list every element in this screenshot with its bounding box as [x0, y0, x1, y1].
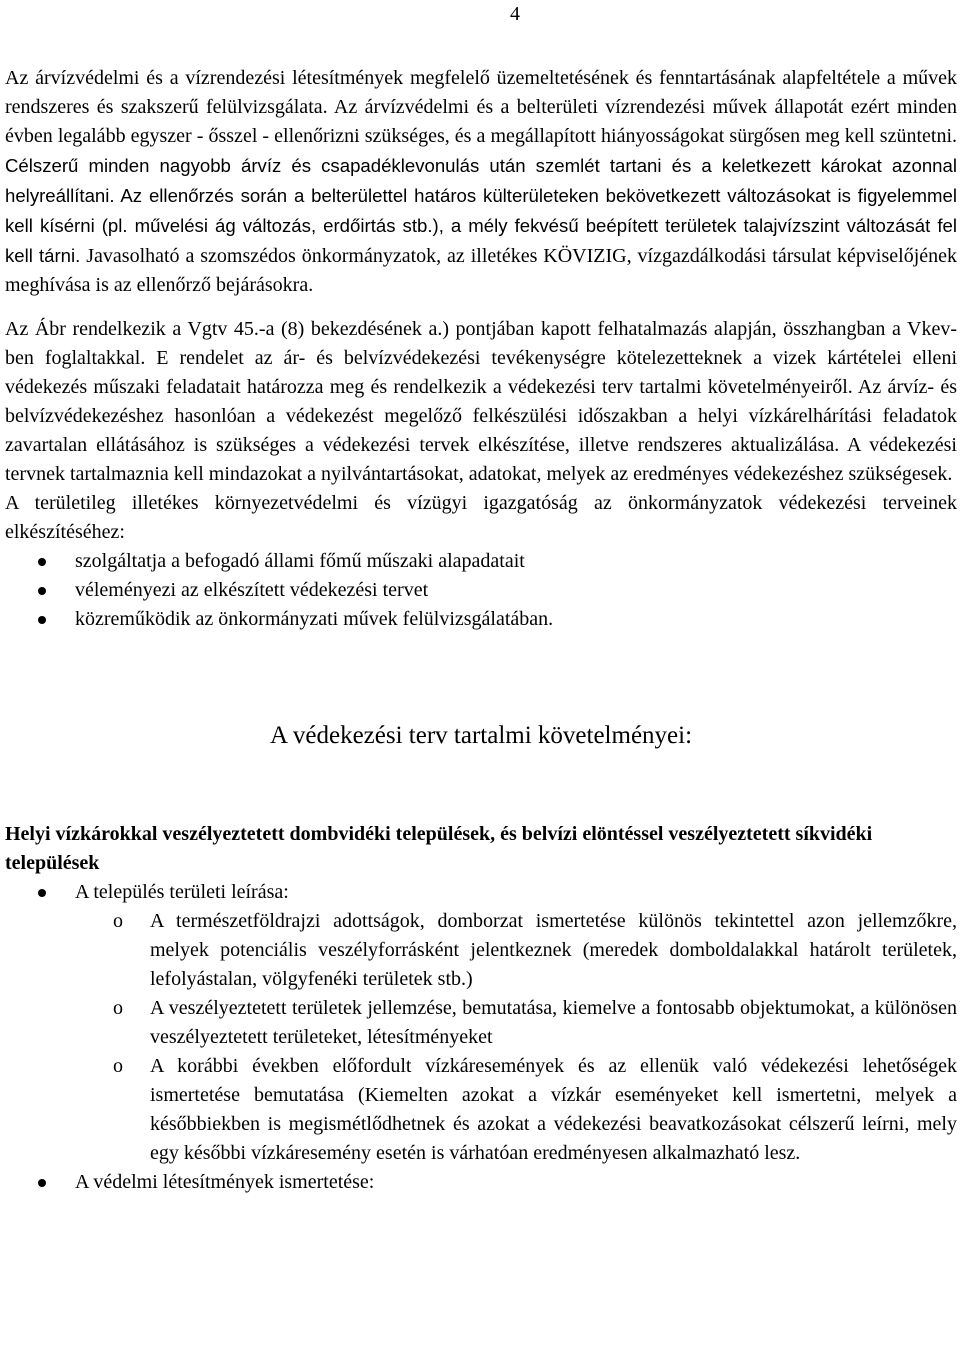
circle-marker-icon: o	[113, 910, 123, 932]
list-item: szolgáltatja a befogadó állami főmű műszaki alapadatait	[5, 547, 957, 576]
paragraph-maintenance-serif-end: Javasolható a szomszédos önkormányzatok, az illetékes KÖVIZIG, vízgazdálkodási társulat képviselőjének meghívása is az ellenőrző bejárásokra.	[5, 245, 958, 296]
list-item: közreműködik az önkormányzati művek felülvizsgálatában.	[5, 605, 957, 634]
bullet-icon	[38, 587, 46, 595]
circle-marker-icon: o	[113, 1055, 123, 1077]
bullet-icon	[38, 1179, 46, 1187]
settlement-sub-list	[5, 907, 957, 1168]
document-body	[5, 64, 957, 1197]
list-item: A védelmi létesítmények ismertetése:	[5, 1168, 957, 1197]
paragraph-directorate: A területileg illetékes környezetvédelmi és vízügyi igazgatóság az önkormányzatok védekezési terveinek elkészítéséhez:	[5, 492, 957, 543]
paragraph-maintenance-sans: Célszerű minden nagyobb árvíz és csapadéklevonulás után szemlét tartani és a keletkezett károkat azonnal helyreállítani. Az ellenőrzés során a belterülettel határos külterületeken bekövetkezett változásokat is figyelemmel kell kísérni (pl. művelési ág változás, erdőirtás stb.), a mély fekvésű beépített területek talajvízszint változását fel kell tárni.	[5, 155, 957, 266]
paragraph-legal-basis: Az Ábr rendelkezik a Vgtv 45.-a (8) bekezdésének a.) pontjában kapott felhatalmazás alapján, összhangban a Vkev-ben foglaltakkal. E rendelet az ár- és belvízvédekezési tevékenységre kötelezetteknek a vizek kártételei elleni védekezés műszaki feladatait határozza meg és rendelkezik a védekezési terv tartalmi követelményeiről. Az árvíz- és belvízvédekezéshez hasonlóan a védekezést megelőző felkészülési időszakban a helyi vízkárelhárítási feladatok zavartalan ellátásához is szükséges a védekezési tervek elkészítése, illetve rendszeres aktualizálása. A védekezési tervnek tartalmaznia kell mindazokat a nyilvántartásokat, adatokat, melyek az eredményes védekezéshez szükségesek.	[5, 318, 957, 485]
list-item: véleményezi az elkészített védekezési tervet	[5, 576, 957, 605]
settlement-list	[5, 878, 957, 907]
facilities-list	[5, 1168, 957, 1197]
bullet-icon	[38, 558, 46, 566]
directorate-task-list	[5, 547, 957, 634]
list-item: o A veszélyeztetett területek jellemzése, bemutatása, kiemelve a fontosabb objektumokat, a különösen veszélyeztetett területeket, létesítményeket	[5, 994, 957, 1052]
section-heading: A védekezési terv tartalmi követelményei:	[269, 722, 693, 749]
bullet-icon	[38, 889, 46, 897]
paragraph-maintenance-serif: Az árvízvédelmi és a vízrendezési létesítmények megfelelő üzemeltetésének és fenntartásának alapfeltétele a művek rendszeres és szakszerű felülvizsgálata. Az árvízvédelmi és a belterületi vízrendezési művek állapotát ezért minden évben legalább egyszer - ősszel - ellenőrizni szükséges, és a megállapított hiányosságokat sürgősen meg kell szüntetni.	[5, 67, 957, 147]
list-item: A település területi leírása:	[5, 878, 957, 907]
bullet-icon	[38, 616, 46, 624]
paragraph-maintenance	[5, 64, 957, 300]
page-number: 4	[510, 3, 520, 25]
list-item: o A korábbi években előfordult vízkáresemények és az ellenük való védekezési lehetőségek ismertetése bemutatása (Kiemelten azokat a vízkár eseményeket kell ismertetni, melyek a későbbiekben is megismétlődhetnek és azokat a védekezési beavatkozásokat célszerű leírni, mely egy későbbi vízkáresemény esetén is várhatóan eredményesen alkalmazható lesz.	[5, 1052, 957, 1168]
subheading: Helyi vízkárokkal veszélyeztetett dombvidéki települések, és belvízi elöntéssel veszélyeztetett síkvidéki települések	[5, 823, 873, 874]
list-item: o A természetföldrajzi adottságok, domborzat ismertetése különös tekintettel azon jellemzőkre, melyek potenciális veszélyforrásként jelentkeznek (meredek domboldalakkal határolt területek, lefolyástalan, völgyfenéki területek stb.)	[5, 907, 957, 994]
circle-marker-icon: o	[113, 997, 123, 1019]
